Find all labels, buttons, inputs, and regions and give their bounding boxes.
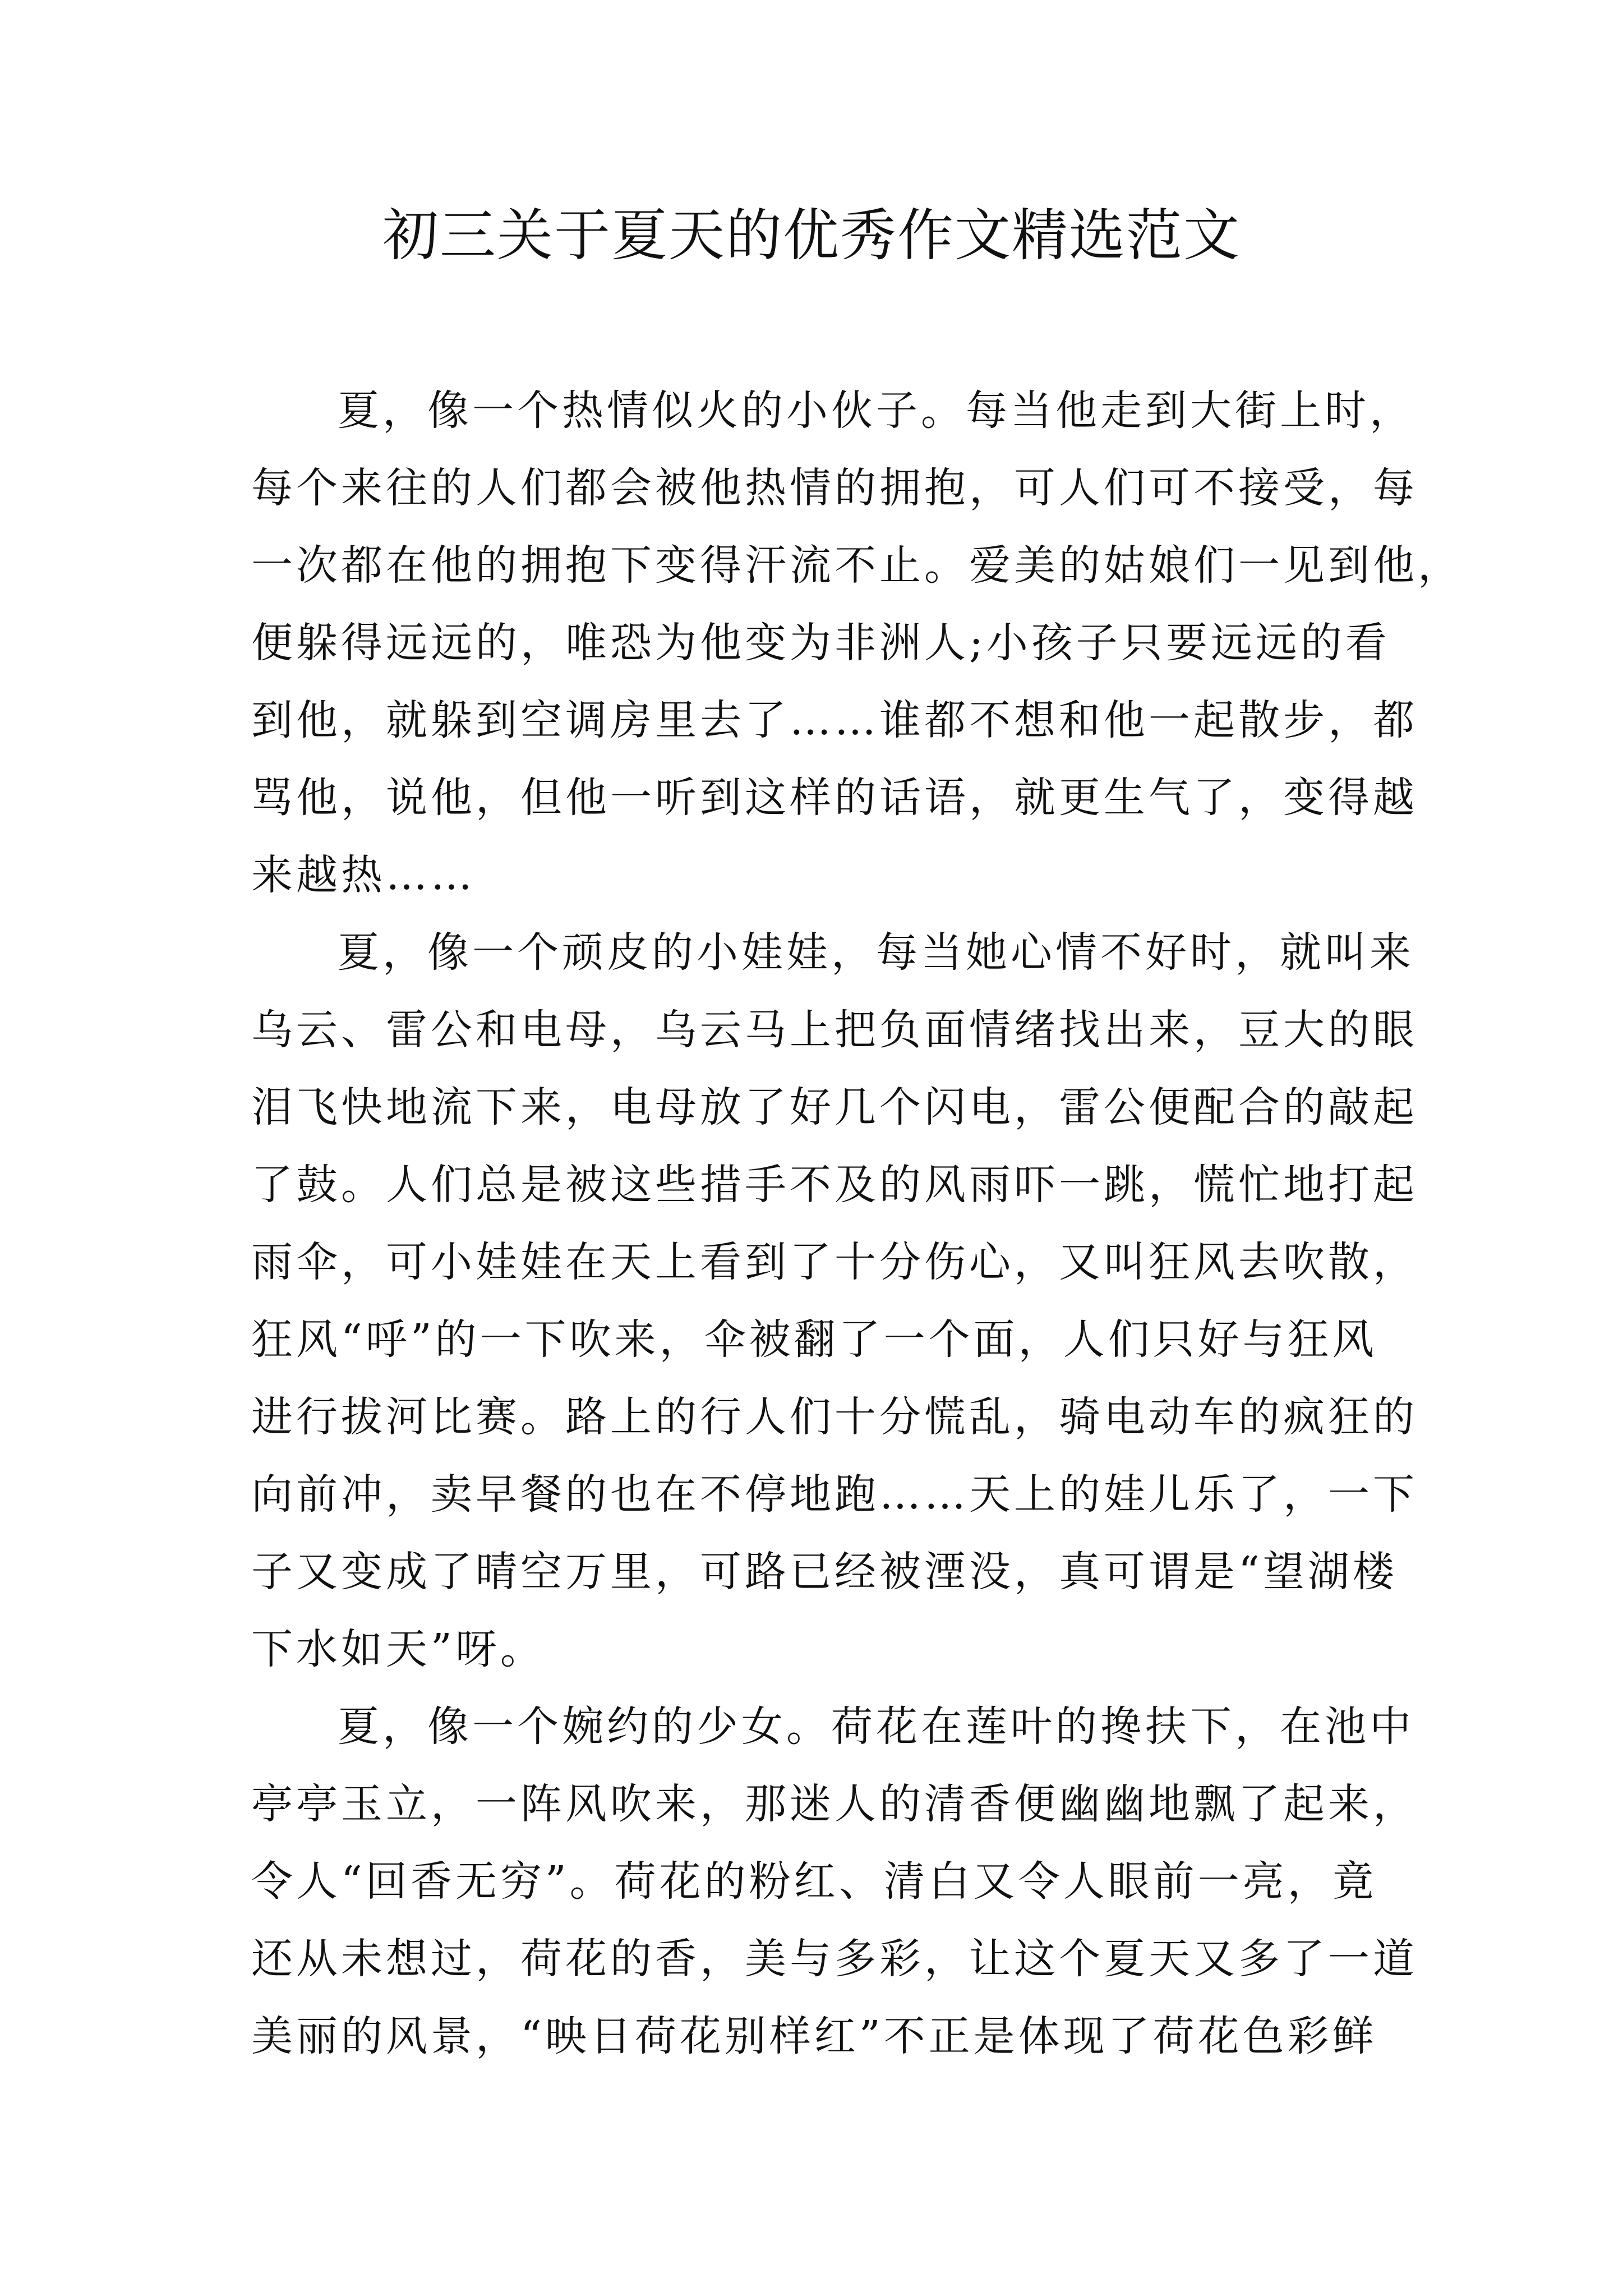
text-line: 到他，就躲到空调房里去了……谁都不想和他一起散步，都 [251,696,1418,744]
text-line: 下水如天”呀。 [251,1625,545,1673]
text-line: 骂他，说他，但他一听到这样的话语，就更生气了，变得越 [251,774,1418,822]
text-line: 了鼓。人们总是被这些措手不及的风雨吓一跳，慌忙地打起 [251,1161,1418,1209]
paragraph-1 [251,372,1463,914]
text-line: 子又变成了晴空万里，可路已经被湮没，真可谓是“望湖楼 [251,1548,1398,1596]
text-line: 泪飞快地流下来，电母放了好几个闪电，雷公便配合的敲起 [251,1083,1418,1131]
text-line: 夏，像一个热情似火的小伙子。每当他走到大街上时， [338,386,1414,435]
text-line: 夏，像一个顽皮的小娃娃，每当她心情不好时，就叫来 [338,928,1414,977]
text-line: 乌云、雷公和电母，乌云马上把负面情绪找出来，豆大的眼 [251,1006,1418,1054]
paragraph-2 [251,914,1418,1688]
text-line: 亭亭玉立，一阵风吹来，那迷人的清香便幽幽地飘了起来， [251,1780,1418,1828]
text-line: 雨伞，可小娃娃在天上看到了十分伤心，又叫狂风去吹散， [251,1238,1418,1286]
text-line: 来越热…… [251,851,476,899]
document-body [251,372,1463,2075]
text-line: 每个来往的人们都会被他热情的拥抱，可人们可不接受，每 [251,464,1418,512]
paragraph-3 [251,1688,1418,2075]
text-line: 令人“回香无穷”。荷花的粉红、清白又令人眼前一亮，竟 [251,1857,1377,1906]
document-title: 初三关于夏天的优秀作文精选范文 [382,203,1241,268]
text-line: 美丽的风景，“映日荷花别样红”不正是体现了荷花色彩鲜 [251,2012,1377,2060]
text-line: 狂风“呼”的一下吹来，伞被翻了一个面，人们只好与狂风 [251,1315,1377,1364]
text-line: 便躲得远远的，唯恐为他变为非洲人;小孩子只要远远的看 [251,619,1390,667]
text-line: 一次都在他的拥抱下变得汗流不止。爱美的姑娘们一见到他， [251,541,1463,590]
text-line: 进行拔河比赛。路上的行人们十分慌乱，骑电动车的疯狂的 [251,1393,1418,1441]
text-line: 向前冲，卖早餐的也在不停地跑……天上的娃儿乐了，一下 [251,1470,1418,1519]
text-line: 夏，像一个婉约的少女。荷花在莲叶的搀扶下，在池中 [338,1703,1414,1751]
text-line: 还从未想过，荷花的香，美与多彩，让这个夏天又多了一道 [251,1935,1418,1983]
